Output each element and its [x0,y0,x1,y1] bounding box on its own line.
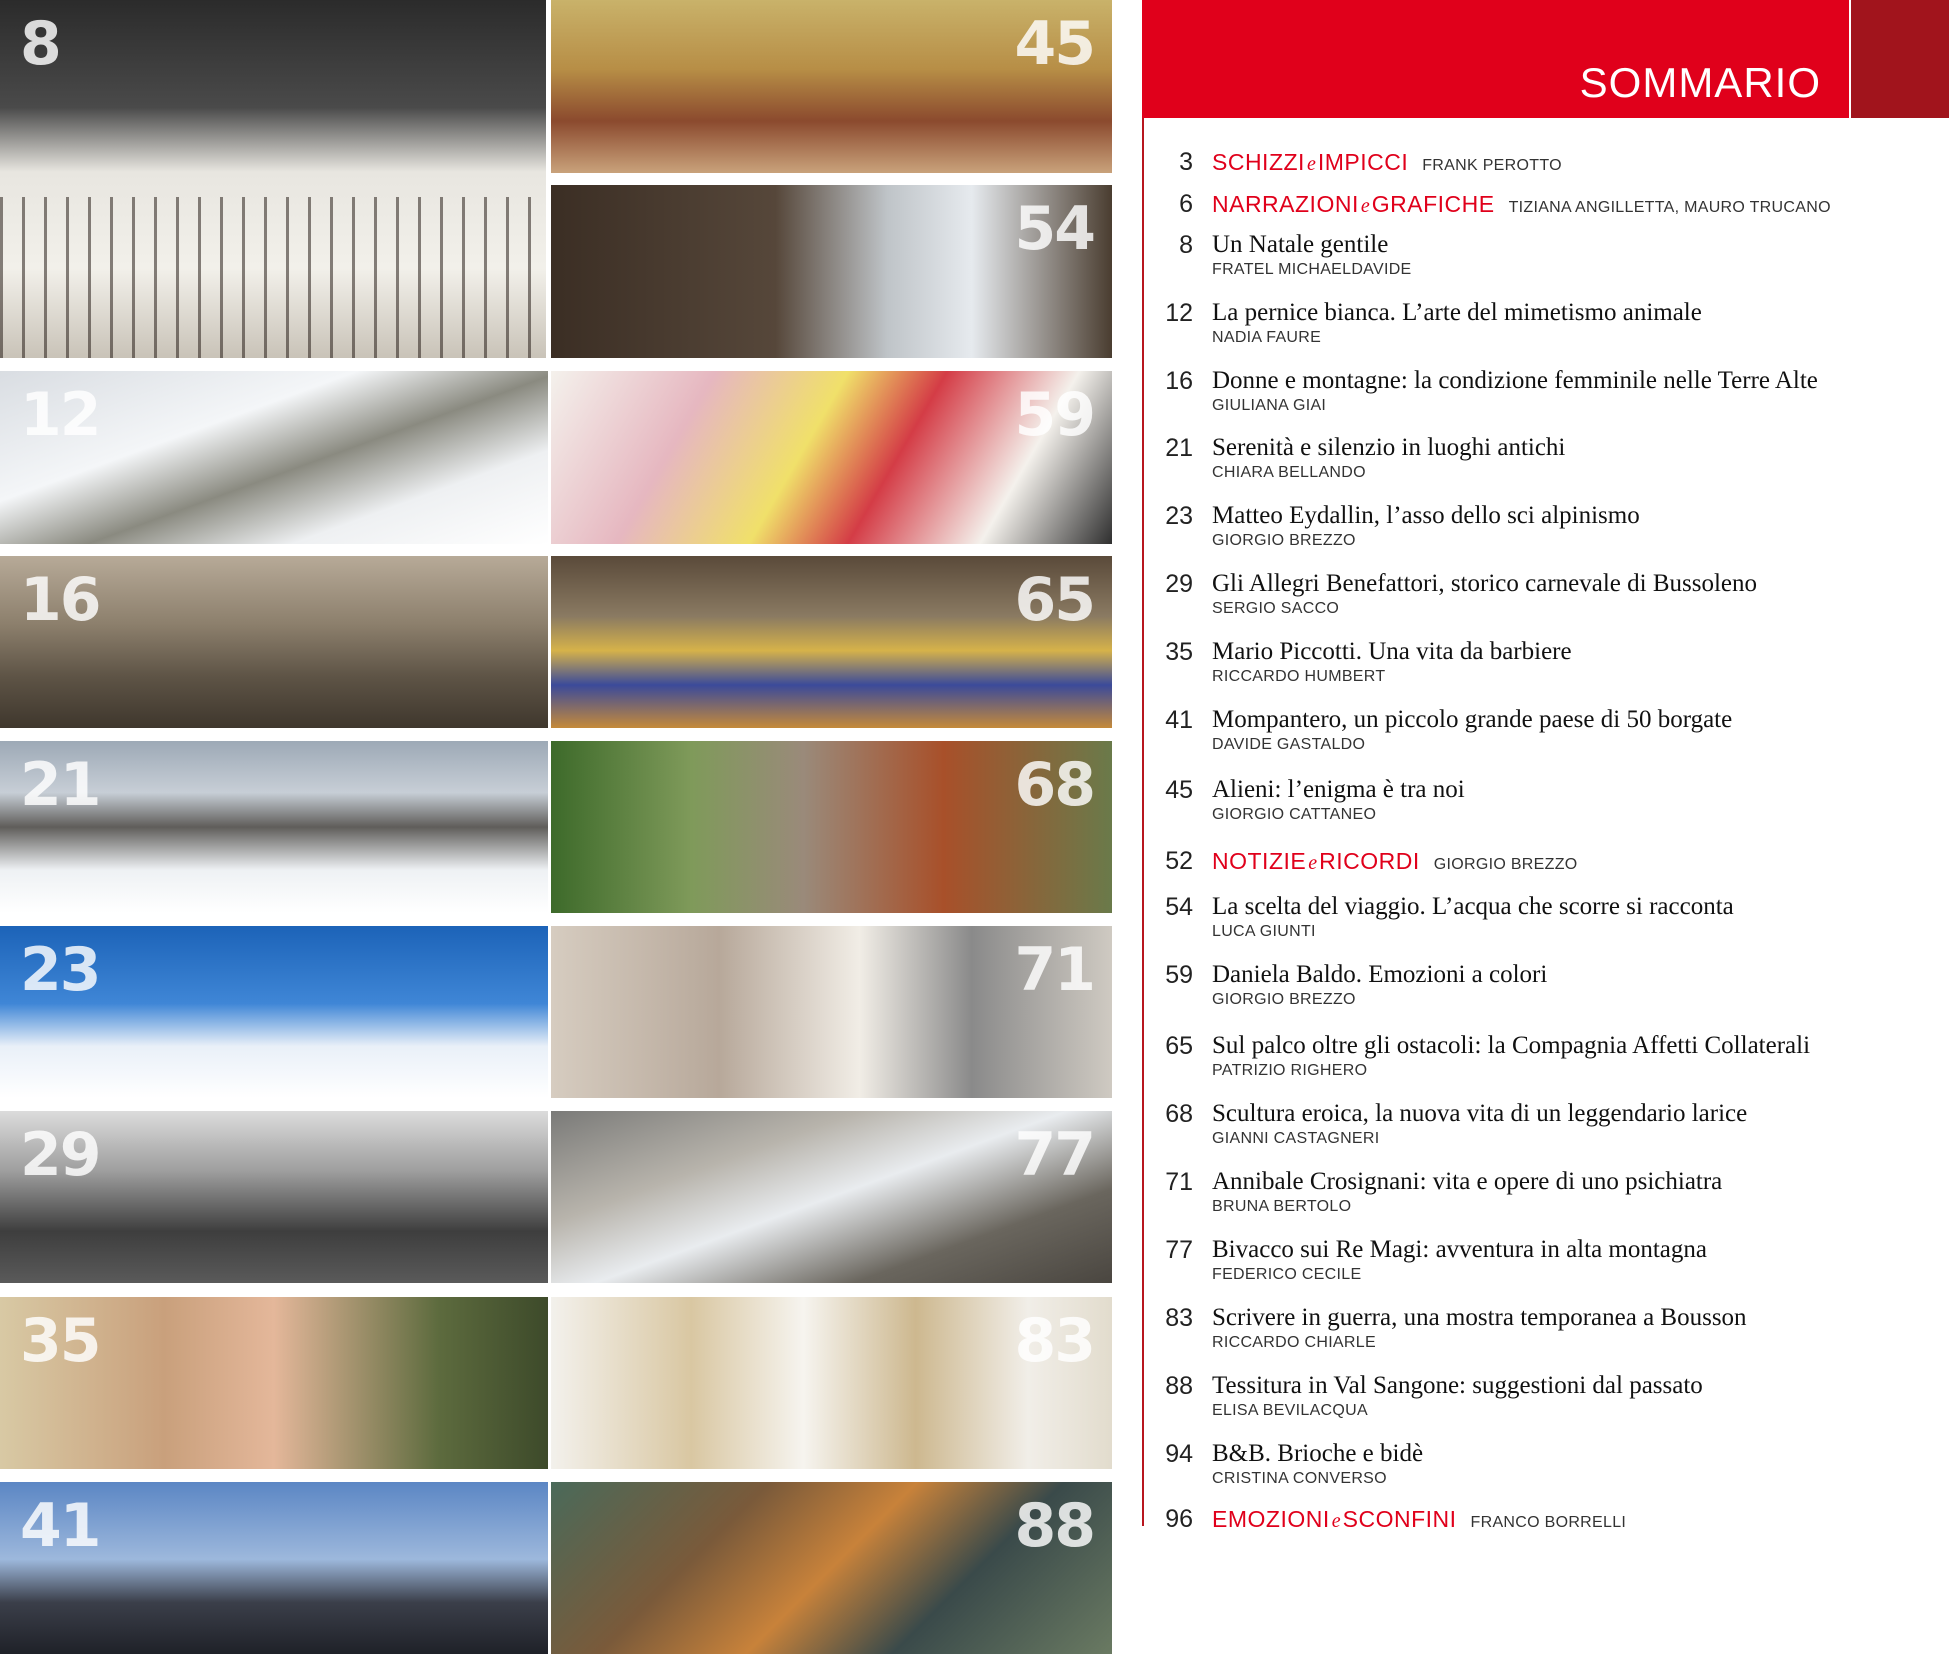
section-word: SCHIZZI [1212,149,1305,175]
tile-page-number: 12 [20,380,100,450]
toc-page-number: 59 [1165,961,1193,989]
section-word: IMPICCI [1317,149,1409,175]
tile-page-number: 35 [20,1306,100,1376]
toc-author: TIZIANA ANGILLETTA, MAURO TRUCANO [1508,199,1831,216]
toc-title: Daniela Baldo. Emozioni a colori [1212,961,1548,988]
toc-author: RICCARDO HUMBERT [1212,668,1386,685]
toc-page-number: 52 [1165,847,1193,875]
toc-section-line [1212,190,1831,222]
toc-author: SERGIO SACCO [1212,600,1340,617]
toc-title: La scelta del viaggio. L’acqua che scorre si racconta [1212,893,1734,920]
toc-page-number: 77 [1165,1236,1193,1264]
toc-author: FRANCO BORRELLI [1470,1514,1627,1531]
section-connector: e [1331,1510,1341,1532]
toc-page-number: 54 [1165,893,1193,921]
toc-author: CRISTINA CONVERSO [1212,1470,1387,1487]
section-word: NOTIZIE [1212,848,1307,874]
toc-page-number: 96 [1165,1505,1193,1533]
photo-tile-12[interactable] [0,371,548,544]
toc-title: Matteo Eydallin, l’asso dello sci alpinismo [1212,502,1640,529]
tile-page-number: 71 [1014,935,1094,1005]
photo-tile-77[interactable] [551,1111,1112,1283]
tile-page-number: 21 [20,750,100,820]
section-word: EMOZIONI [1212,1506,1330,1532]
tile-page-number: 45 [1014,9,1094,79]
photo-tile-8[interactable] [0,0,546,358]
toc-author: LUCA GIUNTI [1212,923,1316,940]
toc-page-number: 12 [1165,299,1193,327]
page-title: SOMMARIO [1579,59,1821,106]
toc-page-number: 88 [1165,1372,1193,1400]
toc-section-line [1212,1505,1626,1537]
toc-page-number: 83 [1165,1304,1193,1332]
photo-tile-41[interactable] [0,1482,548,1654]
toc-section-line [1212,847,1578,879]
photo-tile-21[interactable] [0,741,548,913]
section-connector: e [1308,852,1318,874]
photo-tile-45[interactable] [551,0,1112,173]
toc-page-number: 71 [1165,1168,1193,1196]
tile-page-number: 8 [20,9,60,79]
tile-page-number: 65 [1014,565,1094,635]
toc-author: PATRIZIO RIGHERO [1212,1062,1368,1079]
toc-page-number: 65 [1165,1032,1193,1060]
toc-page-number: 35 [1165,638,1193,666]
toc-page-number: 16 [1165,367,1193,395]
toc-title: Tessitura in Val Sangone: suggestioni dal passato [1212,1372,1703,1399]
toc-title: Donne e montagne: la condizione femminile nelle Terre Alte [1212,367,1818,394]
toc-title: Annibale Crosignani: vita e opere di uno psichiatra [1212,1168,1723,1195]
tile-page-number: 29 [20,1120,100,1190]
toc-page-number: 23 [1165,502,1193,530]
section-word: SCONFINI [1342,1506,1457,1532]
toc-title: Sul palco oltre gli ostacoli: la Compagnia Affetti Collaterali [1212,1032,1811,1059]
toc-author: NADIA FAURE [1212,329,1322,346]
toc-title: Serenità e silenzio in luoghi antichi [1212,434,1566,461]
vertical-divider [1142,118,1144,1526]
toc-author: DAVIDE GASTALDO [1212,736,1366,753]
section-word: NARRAZIONI [1212,191,1359,217]
toc-section-line [1212,148,1562,180]
toc-title: Mario Piccotti. Una vita da barbiere [1212,638,1572,665]
toc-page-number: 68 [1165,1100,1193,1128]
photo-tile-59[interactable] [551,371,1112,544]
toc-author: GIANNI CASTAGNERI [1212,1130,1380,1147]
toc-author: BRUNA BERTOLO [1212,1198,1352,1215]
tile-page-number: 59 [1014,380,1094,450]
toc-title: La pernice bianca. L’arte del mimetismo animale [1212,299,1702,326]
tile-page-number: 83 [1014,1306,1094,1376]
toc-page-number: 3 [1179,148,1193,176]
section-connector: e [1360,195,1370,217]
toc-author: RICCARDO CHIARLE [1212,1334,1376,1351]
toc-author: FRATEL MICHAELDAVIDE [1212,261,1412,278]
tile-page-number: 23 [20,935,100,1005]
photo-tile-16[interactable] [0,556,548,728]
toc-title: Gli Allegri Benefattori, storico carnevale di Bussoleno [1212,570,1757,597]
toc-author: CHIARA BELLANDO [1212,464,1366,481]
tile-page-number: 88 [1014,1491,1094,1561]
photo-tile-29[interactable] [0,1111,548,1283]
toc-page-number: 94 [1165,1440,1193,1468]
toc-author: GIULIANA GIAI [1212,397,1327,414]
toc-page-number: 21 [1165,434,1193,462]
toc-author: GIORGIO BREZZO [1212,991,1356,1008]
photo-tile-68[interactable] [551,741,1112,913]
tile-page-number: 68 [1014,750,1094,820]
photo-tile-65[interactable] [551,556,1112,728]
toc-title: Scrivere in guerra, una mostra temporanea a Bousson [1212,1304,1747,1331]
toc-page-number: 29 [1165,570,1193,598]
toc-title: Alieni: l’enigma è tra noi [1212,776,1465,803]
tile-page-number: 54 [1014,194,1094,264]
photo-tile-54[interactable] [551,185,1112,358]
toc-page-number: 45 [1165,776,1193,804]
photo-tile-23[interactable] [0,926,548,1098]
toc-page-number: 41 [1165,706,1193,734]
photo-tile-83[interactable] [551,1297,1112,1469]
toc-author: ELISA BEVILACQUA [1212,1402,1368,1419]
toc-page-number: 6 [1179,190,1193,218]
toc-title: Scultura eroica, la nuova vita di un leggendario larice [1212,1100,1748,1127]
toc-author: FEDERICO CECILE [1212,1266,1362,1283]
tile-page-number: 77 [1014,1120,1094,1190]
section-word: RICORDI [1319,848,1420,874]
toc-page-number: 8 [1179,231,1193,259]
section-connector: e [1306,153,1316,175]
table-of-contents [1145,0,1945,1654]
photo-tile-88[interactable] [551,1482,1112,1654]
photo-tile-35[interactable] [0,1297,548,1469]
toc-author: FRANK PEROTTO [1422,157,1562,174]
toc-author: GIORGIO BREZZO [1433,856,1578,873]
toc-title: Mompantero, un piccolo grande paese di 50 borgate [1212,706,1733,733]
toc-title: Un Natale gentile [1212,231,1389,258]
toc-title: B&B. Brioche e bidè [1212,1440,1424,1467]
tile-page-number: 16 [20,565,100,635]
toc-author: GIORGIO BREZZO [1212,532,1356,549]
photo-tile-71[interactable] [551,926,1112,1098]
tile-page-number: 41 [20,1491,100,1561]
toc-title: Bivacco sui Re Magi: avventura in alta montagna [1212,1236,1707,1263]
section-word: GRAFICHE [1371,191,1495,217]
toc-author: GIORGIO CATTANEO [1212,806,1377,823]
